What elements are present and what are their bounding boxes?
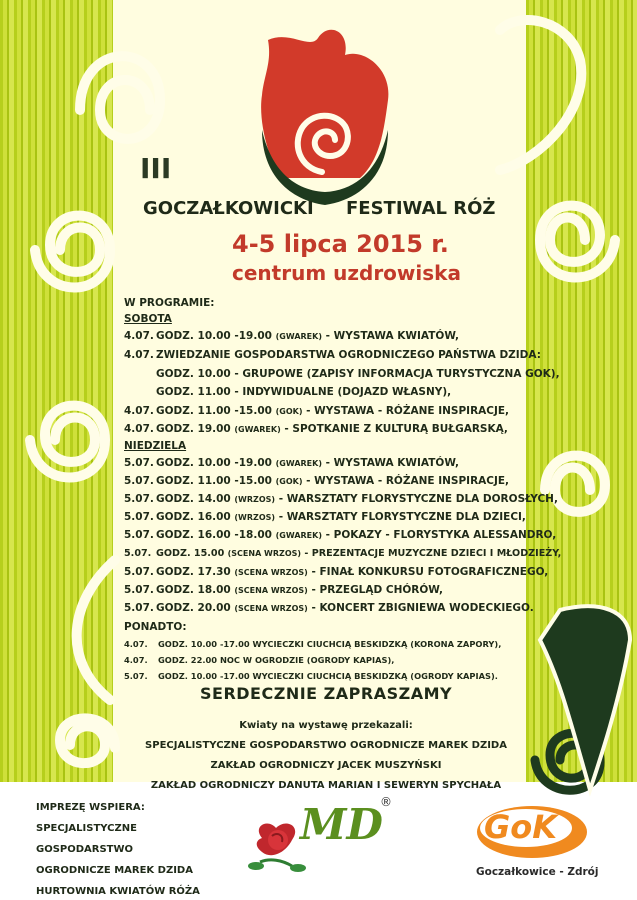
row-event: - KONCERT ZBIGNIEWA WODECKIEGO. (311, 602, 534, 614)
row-date: 5.07. (124, 584, 154, 596)
donor-line: ZAKŁAD OGRODNICZY DANUTA MARIAN I SEWERYN SPYCHAŁA (150, 780, 502, 791)
swirl-top-right (500, 20, 581, 170)
event-place: centrum uzdrowiska (232, 261, 461, 285)
row-event: - WARSZTATY FLORYSTYCZNE DLA DZIECI, (278, 511, 526, 523)
swirl-left-3 (60, 718, 115, 763)
row-date: 4.07. (124, 639, 148, 649)
row-time: GODZ. 15.00 (156, 548, 225, 559)
row-time: ZWIEDZANIE GOSPODARSTWA OGRODNICZEGO PAŃSTWA DZIDA: (156, 349, 541, 361)
program-heading: W PROGRAMIE: (124, 297, 215, 309)
row-date: 5.07. (124, 671, 148, 681)
row-date: 5.07. (124, 493, 154, 505)
row-event: - WYSTAWA KWIATÓW, (325, 330, 460, 342)
program-row (124, 528, 556, 543)
row-time: GODZ. 20.00 (156, 602, 231, 614)
gok-subtitle: Goczałkowice - Zdrój (476, 866, 599, 878)
row-date: 4.07. (124, 330, 154, 342)
row-venue: (SCENA WRZOS) (234, 586, 308, 595)
program-row (124, 653, 394, 667)
row-date: 5.07. (124, 457, 154, 469)
swirl-left-1 (35, 216, 110, 288)
program-row (124, 404, 509, 419)
donor-line: ZAKŁAD OGRODNICZY JACEK MUSZYŃSKI (210, 760, 442, 771)
row-venue: (SCENA WRZOS) (234, 568, 308, 577)
row-venue: (GWAREK) (275, 332, 322, 341)
program-row (124, 492, 558, 507)
sponsor-line: GOSPODARSTWO (36, 844, 134, 855)
program-row (124, 422, 508, 437)
row-date: 5.07. (124, 529, 154, 541)
row-time: GODZ. 10.00 - GRUPOWE (ZAPISY INFORMACJA TURYSTYCZNA GOK), (156, 368, 560, 380)
program-row (124, 474, 509, 489)
title-left: GOCZAŁKOWICKI (143, 198, 314, 219)
swirl-right-1 (540, 206, 615, 278)
row-time: GODZ. 16.00 -18.00 (156, 529, 272, 541)
sponsor-line: HURTOWNIA KWIATÓW RÓŻA (36, 886, 200, 897)
row-event: - PREZENTACJE MUZYCZNE DZIECI I MŁODZIEŻY, (304, 548, 562, 559)
row-time: GODZ. 22.00 NOC W OGRODZIE (OGRODY KAPIAS), (158, 655, 395, 665)
row-event: - WYSTAWA KWIATÓW, (325, 457, 460, 469)
row-venue: (GWAREK) (234, 425, 281, 434)
row-time: GODZ. 10.00 -19.00 (156, 330, 272, 342)
row-venue: (GOK) (275, 477, 303, 486)
sponsor-line: OGRODNICZE MAREK DZIDA (36, 865, 193, 876)
row-date: 5.07. (124, 548, 152, 559)
swirl-left-2 (30, 406, 105, 478)
row-time: GODZ. 14.00 (156, 493, 231, 505)
row-event: - WYSTAWA - RÓŻANE INSPIRACJE, (306, 475, 510, 487)
md-logo-text: MD (300, 800, 383, 849)
row-time: GODZ. 18.00 (156, 584, 231, 596)
edition-number: III (140, 152, 172, 185)
row-date: 4.07. (124, 349, 154, 361)
sponsor-heading: IMPREZĘ WSPIERA: (36, 802, 145, 813)
row-event: - SPOTKANIE Z KULTURĄ BUŁGARSKĄ, (284, 423, 508, 435)
donors-heading: Kwiaty na wystawę przekazali: (239, 720, 413, 731)
row-event: - WARSZTATY FLORYSTYCZNE DLA DOROSŁYCH, (278, 493, 558, 505)
row-venue: (WRZOS) (234, 513, 276, 522)
program-row (124, 510, 526, 525)
row-date: 5.07. (124, 602, 154, 614)
row-time: GODZ. 19.00 (156, 423, 231, 435)
program-row (156, 367, 560, 381)
row-date: 5.07. (124, 475, 154, 487)
sunday-heading: NIEDZIELA (124, 440, 187, 452)
donor-line: SPECJALISTYCZNE GOSPODARSTWO OGRODNICZE MAREK DZIDA (145, 740, 507, 751)
program-row (124, 565, 548, 580)
sponsor-block (36, 797, 200, 900)
row-venue: (WRZOS) (234, 495, 276, 504)
extra-heading: PONADTO: (124, 621, 187, 633)
row-date: 4.07. (124, 423, 154, 435)
program-row (124, 583, 443, 598)
row-time: GODZ. 10.00 -17.00 WYCIECZKI CIUCHCIĄ BESKIDZKĄ (KORONA ZAPORY), (158, 639, 502, 649)
program-row (124, 601, 534, 616)
invitation-text: SERDECZNIE ZAPRASZAMY (200, 684, 453, 703)
rose-logo (261, 30, 388, 205)
row-date: 5.07. (124, 511, 154, 523)
program-row (124, 637, 501, 651)
registered-mark: ® (380, 795, 392, 809)
row-date: 5.07. (124, 566, 154, 578)
arc-left-mid (77, 560, 115, 700)
donors-block (126, 716, 526, 796)
row-event: - POKAZY - FLORYSTYKA ALESSANDRO, (325, 529, 557, 541)
row-time: GODZ. 11.00 - INDYWIDUALNE (DOJAZD WŁASNY), (156, 386, 452, 398)
row-time: GODZ. 10.00 -19.00 (156, 457, 272, 469)
row-time: GODZ. 11.00 -15.00 (156, 405, 272, 417)
row-venue: (GOK) (275, 407, 303, 416)
row-date: 4.07. (124, 655, 148, 665)
row-time: GODZ. 10.00 -17.00 WYCIECZKI CIUCHCIĄ BESKIDZKĄ (OGRODY KAPIAS). (158, 671, 498, 681)
event-date: 4-5 lipca 2015 r. (232, 230, 449, 258)
program-row (156, 385, 451, 399)
saturday-heading: SOBOTA (124, 313, 172, 325)
row-venue: (SCENA WRZOS) (234, 604, 308, 613)
row-time: GODZ. 16.00 (156, 511, 231, 523)
program-row (124, 456, 459, 471)
row-event: - WYSTAWA - RÓŻANE INSPIRACJE, (306, 405, 510, 417)
row-venue: (SCENA WRZOS) (227, 549, 302, 558)
swirl-top-left (80, 56, 160, 139)
row-event: - FINAŁ KONKURSU FOTOGRAFICZNEGO, (311, 566, 549, 578)
row-event: - PRZEGLĄD CHÓRÓW, (311, 584, 444, 596)
md-logo-graphic (248, 823, 306, 872)
row-time: GODZ. 11.00 -15.00 (156, 475, 272, 487)
sponsor-line: SPECJALISTYCZNE (36, 823, 137, 834)
row-venue: (GWAREK) (275, 531, 322, 540)
row-time: GODZ. 17.30 (156, 566, 231, 578)
program-row (124, 329, 459, 344)
program-row (124, 348, 541, 362)
row-venue: (GWAREK) (275, 459, 322, 468)
row-date: 4.07. (124, 405, 154, 417)
gok-logo-text: GoK (484, 808, 558, 846)
program-row (124, 669, 498, 683)
program-row (124, 547, 561, 561)
title-right: FESTIWAL RÓŻ (346, 198, 496, 219)
